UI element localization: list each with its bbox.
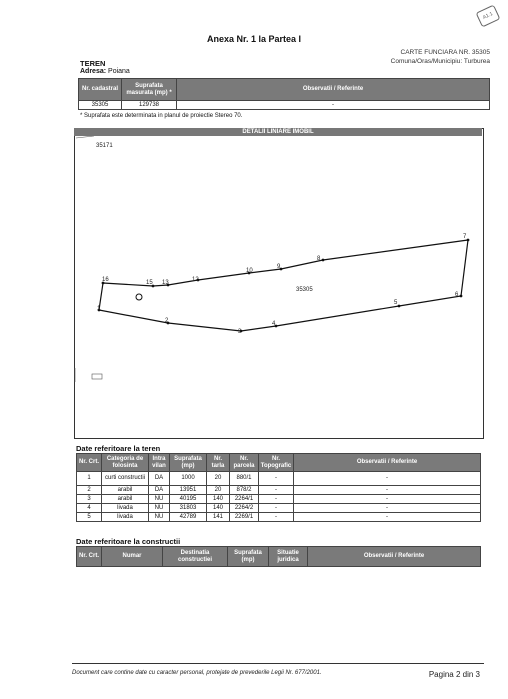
col-topografic: Nr. Topografic [259,454,294,472]
point-label: 9 [277,264,281,270]
table-row [77,472,481,486]
cell: 5 [77,513,102,522]
cell: DA [149,472,170,486]
table-row [77,495,481,504]
col-parcela: Nr. parcela [230,454,259,472]
point-label: 4 [272,321,276,327]
teren-table [78,78,490,110]
footer-disclaimer: Document care contine date cu caracter personal, protejate de prevederile Legii Nr. 677/2001. [72,670,322,676]
point-label: 10 [246,268,253,274]
teren-data-heading: Date referitoare la teren [76,444,161,453]
adresa-line [80,68,130,75]
col-observatii: Observatii / Referinte [294,454,481,472]
cell: 4 [77,504,102,513]
teren-heading: TEREN [80,59,106,68]
cell-observatii: - [177,101,490,110]
cell: - [259,486,294,495]
parcel-boundary [99,240,468,331]
parcel-polygon-label: 35305 [296,287,313,293]
vertex-6 [460,295,463,298]
carte-funciara-info [391,48,490,66]
cell: 878/2 [230,486,259,495]
cell: - [294,513,481,522]
col-observatii: Observatii / Referinte [177,79,490,101]
cell: 2264/2 [230,504,259,513]
col-numar: Numar [102,547,163,567]
cell: 31803 [170,504,207,513]
cell-nr-cadastral: 35305 [79,101,122,110]
vertex-7 [467,239,470,242]
cell: 20 [207,486,230,495]
col-nr-crt: Nr. Crt. [77,454,102,472]
point-label: 8 [317,256,321,262]
building-marker-icon [136,294,142,300]
col-intravilan: Intra vilan [149,454,170,472]
suprafata-note: * Suprafata este determinata in planul de proiectie Stereo 70. [80,113,243,119]
cell: 880/1 [230,472,259,486]
col-tarla: Nr. tarla [207,454,230,472]
cell: 141 [207,513,230,522]
cf-number: CARTE FUNCIARA NR. 35305 [400,49,490,56]
cell: 40195 [170,495,207,504]
cell: 140 [207,504,230,513]
cell: 2264/1 [230,495,259,504]
parcel-plan [74,136,484,438]
cf-locality: Comuna/Oras/Municipiu: Turburea [390,58,490,65]
cell: - [294,486,481,495]
col-suprafata: Suprafata (mp) [228,547,269,567]
cell: NU [149,495,170,504]
map-symbol [92,374,102,379]
stamp-mark: A1.1 [476,5,501,28]
vertex-8 [322,259,325,262]
cell: 2269/1 [230,513,259,522]
point-label: 16 [102,277,109,283]
teren-data-table [76,453,481,522]
footer-divider [72,663,484,664]
col-observatii: Observatii / Referinte [308,547,481,567]
cell: 13951 [170,486,207,495]
cell: 3 [77,495,102,504]
point-label: 7 [463,234,467,240]
cell: - [259,495,294,504]
adresa-value: Poiana [108,68,130,75]
cell: NU [149,513,170,522]
col-nr-crt: Nr. Crt. [77,547,102,567]
col-suprafata: Suprafata masurata (mp) * [122,79,177,101]
cell: - [294,495,481,504]
table-row [77,513,481,522]
point-label: 3 [238,329,242,335]
cell: 1000 [170,472,207,486]
cell-suprafata: 129738 [122,101,177,110]
cell: 2 [77,486,102,495]
cell: NU [149,504,170,513]
constructii-table [76,546,481,567]
cell: - [294,504,481,513]
cell: - [294,472,481,486]
page-number: Pagina 2 din 3 [428,670,480,679]
cell: 140 [207,495,230,504]
table-row [77,486,481,495]
cell: livada [102,513,149,522]
col-situatie-juridica: Situatie juridica [269,547,308,567]
cell: - [259,472,294,486]
cell: - [259,504,294,513]
adresa-label: Adresa: [80,68,107,75]
point-label: 6 [455,292,459,298]
cell: arabil [102,495,149,504]
col-nr-cadastral: Nr. cadastral [79,79,122,101]
constructii-heading: Date referitoare la constructii [76,537,181,546]
col-destinatia: Destinatia constructiei [163,547,228,567]
point-label: 13 [162,280,169,286]
col-categoria: Categoria de folosinta [102,454,149,472]
point-label: 5 [394,300,398,306]
cell: - [259,513,294,522]
point-label: 15 [146,280,153,286]
cell: 20 [207,472,230,486]
cell: 1 [77,472,102,486]
cell: DA [149,486,170,495]
cell: curti constructii [102,472,149,486]
cell: 42789 [170,513,207,522]
point-label: 2 [165,318,169,324]
parcel-neighbor-label: 35171 [96,143,113,149]
point-label: 1 [97,306,101,312]
page-title: Anexa Nr. 1 la Partea I [206,34,302,44]
point-label: 12 [192,277,199,283]
table-row [77,504,481,513]
cell: livada [102,504,149,513]
map-mark [76,136,94,138]
col-suprafata: Suprafata (mp) [170,454,207,472]
map-header: DETALII LINIARE IMOBIL [74,128,482,136]
vertex-5 [398,305,401,308]
cell: arabil [102,486,149,495]
